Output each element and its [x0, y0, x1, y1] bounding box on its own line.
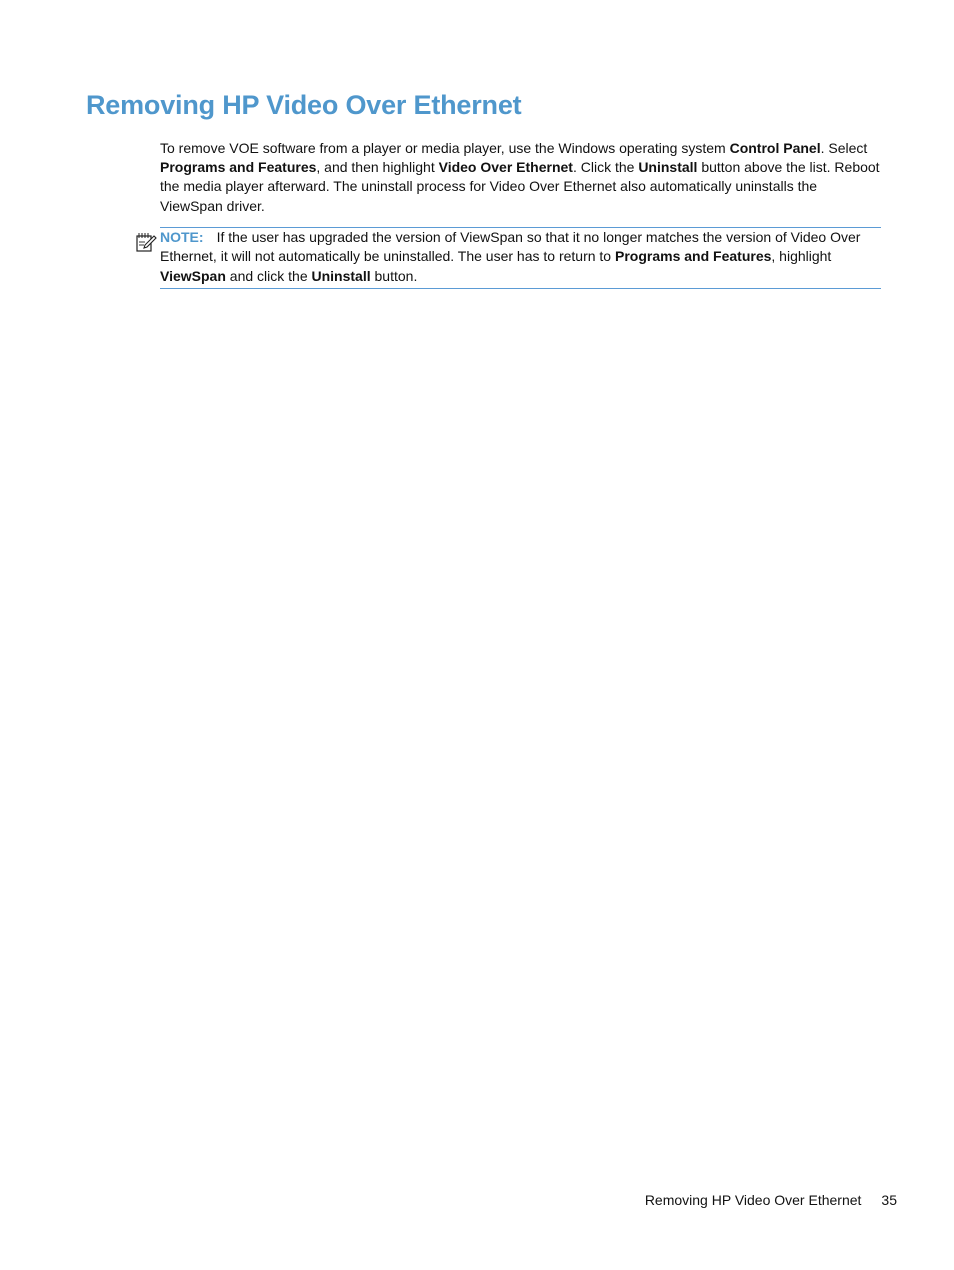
note-block [160, 227, 881, 289]
footer-section-title: Removing HP Video Over Ethernet [644, 1192, 862, 1208]
programs-and-features-term: Programs and Features [615, 248, 772, 265]
body-paragraph [160, 139, 882, 216]
body-text: , and then highlight [316, 159, 439, 176]
page-title: Removing HP Video Over Ethernet [86, 90, 522, 120]
body-text: . Click the [572, 159, 639, 176]
viewspan-term: ViewSpan [160, 267, 226, 284]
note-pencil-icon [135, 231, 157, 253]
note-body-text: and click the [225, 267, 312, 284]
note-body-text: If the user has upgraded the version of ViewSpan so that it no longer matches the version of Video Over Ethernet, it will not automatically be uninstalled. The user has to return to [160, 229, 861, 265]
body-text: button above the list. Reboot the media player afterward. The uninstall process for Video Over Ethernet also automatically uninstalls the ViewSpan driver. [160, 159, 880, 214]
control-panel-term: Control Panel [729, 140, 821, 156]
footer-page-number: 35 [881, 1192, 897, 1208]
programs-and-features-term: Programs and Features [160, 159, 317, 176]
video-over-ethernet-term: Video Over Ethernet [438, 159, 573, 176]
note-label: NOTE: [160, 229, 204, 245]
note-body-text: , highlight [771, 248, 832, 265]
note-text [160, 228, 881, 286]
uninstall-term: Uninstall [638, 159, 698, 176]
body-text: To remove VOE software from a player or media player, use the Windows operating system [160, 140, 730, 156]
body-text: . Select [820, 140, 868, 156]
note-body-text: button. [370, 267, 418, 284]
uninstall-term: Uninstall [311, 267, 371, 284]
page-footer [645, 1192, 897, 1208]
